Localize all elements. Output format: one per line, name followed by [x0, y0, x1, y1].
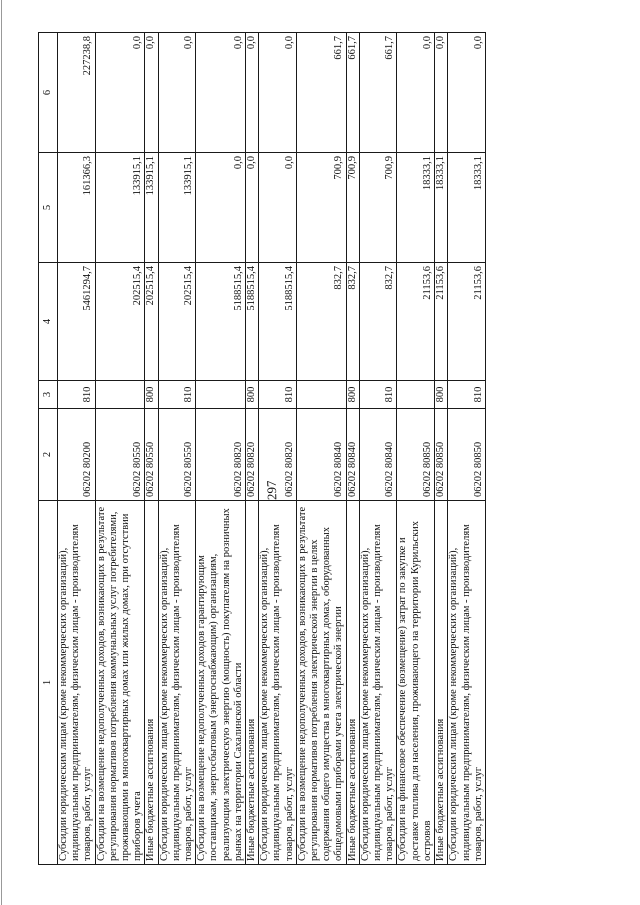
row-description: Субсидии юридическим лицам (кроме некоммерческих организаций), индивидуальным предпринимателям, физическим лицам - производителям товаров, работ, услуг	[259, 501, 297, 865]
row-value-col6: 0,0	[259, 33, 297, 153]
row-value-col5: 133915,1	[145, 153, 158, 263]
row-value-col4: 21153,6	[448, 263, 486, 381]
row-description: Субсидии на возмещение недополученных доходов, возникающих в результате регулирования нормативов потребления электрической энергии в целях содержания общего имущества в многоквартирных домах, оборудованных общедомовыми приборами учета электрической энергии	[296, 501, 346, 865]
table-row	[448, 33, 486, 865]
row-value-col6: 0,0	[158, 33, 196, 153]
row-expense-type: 800	[346, 381, 359, 409]
row-description: Субсидии юридическим лицам (кроме некоммерческих организаций), индивидуальным предпринимателям, физическим лицам - производителям товаров, работ, услуг	[448, 501, 486, 865]
row-code: 06202 80550	[145, 409, 158, 501]
scan-edge-line	[1, 0, 2, 905]
row-value-col5: 700,9	[359, 153, 397, 263]
row-code: 06202 80200	[58, 409, 96, 501]
row-value-col6: 227238,8	[58, 33, 96, 153]
table-row	[435, 33, 448, 865]
row-code: 06202 80820	[196, 409, 246, 501]
row-value-col4: 5188515,4	[196, 263, 246, 381]
row-value-col4: 832,7	[346, 263, 359, 381]
row-value-col6: 661,7	[359, 33, 397, 153]
row-expense-type: 800	[435, 381, 448, 409]
header-row	[39, 33, 58, 865]
row-value-col6: 661,7	[346, 33, 359, 153]
row-value-col4: 5461294,7	[58, 263, 96, 381]
column-header: 4	[39, 263, 58, 381]
row-value-col5: 18333,1	[448, 153, 486, 263]
column-header: 6	[39, 33, 58, 153]
row-code: 06202 80840	[359, 409, 397, 501]
row-expense-type: 810	[58, 381, 96, 409]
row-description: Иные бюджетные ассигнования	[346, 501, 359, 865]
row-code: 06202 80550	[95, 409, 145, 501]
row-code: 06202 80850	[448, 409, 486, 501]
row-code: 06202 80840	[346, 409, 359, 501]
row-value-col6: 0,0	[145, 33, 158, 153]
row-value-col6: 0,0	[95, 33, 145, 153]
row-description: Субсидии юридическим лицам (кроме некоммерческих организаций), индивидуальным предпринимателям, физическим лицам - производителям товаров, работ, услуг	[58, 501, 96, 865]
row-description: Субсидии на возмещение недополученных доходов гарантирующим поставщикам, энергосбытовым (энергоснабжающим) организациям, реализующим электрическую энергию (мощность) покупателям на розничных рынках на территории Сахалинской области	[196, 501, 246, 865]
row-description: Субсидии юридическим лицам (кроме некоммерческих организаций), индивидуальным предпринимателям, физическим лицам - производителям товаров, работ, услуг	[158, 501, 196, 865]
row-value-col6: 0,0	[397, 33, 435, 153]
table-row	[359, 33, 397, 865]
table-row	[397, 33, 435, 865]
row-value-col5: 700,9	[296, 153, 346, 263]
row-value-col6: 0,0	[448, 33, 486, 153]
row-description: Субсидии на финансовое обеспечение (возмещение) затрат по закупке и доставке топлива для населения, проживающего на территории Курильских островов	[397, 501, 435, 865]
row-value-col6: 0,0	[435, 33, 448, 153]
row-expense-type: 810	[158, 381, 196, 409]
row-value-col5: 133915,1	[95, 153, 145, 263]
row-value-col5: 18333,1	[397, 153, 435, 263]
row-expense-type	[397, 381, 435, 409]
table-row	[158, 33, 196, 865]
row-value-col4: 21153,6	[435, 263, 448, 381]
row-value-col6: 661,7	[296, 33, 346, 153]
row-code: 06202 80550	[158, 409, 196, 501]
column-header: 1	[39, 501, 58, 865]
table-row	[296, 33, 346, 865]
row-expense-type: 810	[448, 381, 486, 409]
row-value-col6: 0,0	[246, 33, 259, 153]
row-value-col5: 0,0	[196, 153, 246, 263]
row-value-col4: 832,7	[296, 263, 346, 381]
row-value-col4: 21153,6	[397, 263, 435, 381]
row-value-col5: 18333,1	[435, 153, 448, 263]
table-row	[95, 33, 145, 865]
row-code: 06202 80850	[397, 409, 435, 501]
table-row	[58, 33, 96, 865]
row-expense-type	[296, 381, 346, 409]
table-row	[145, 33, 158, 865]
row-description: Иные бюджетные ассигнования	[246, 501, 259, 865]
table-row	[259, 33, 297, 865]
row-value-col4: 202515,4	[158, 263, 196, 381]
row-code: 06202 80840	[296, 409, 346, 501]
row-expense-type: 800	[145, 381, 158, 409]
row-value-col5: 700,9	[346, 153, 359, 263]
row-value-col4: 832,7	[359, 263, 397, 381]
row-value-col4: 5188515,4	[259, 263, 297, 381]
page-number: 297	[263, 480, 280, 501]
table-row	[246, 33, 259, 865]
budget-table	[38, 32, 486, 865]
row-value-col5: 161366,3	[58, 153, 96, 263]
row-description: Субсидии юридическим лицам (кроме некоммерческих организаций), индивидуальным предпринимателям, физическим лицам - производителям товаров, работ, услуг	[359, 501, 397, 865]
row-value-col4: 202515,4	[95, 263, 145, 381]
row-description: Иные бюджетные ассигнования	[145, 501, 158, 865]
row-value-col5: 0,0	[246, 153, 259, 263]
row-expense-type: 810	[359, 381, 397, 409]
row-code: 06202 80820	[246, 409, 259, 501]
row-value-col6: 0,0	[196, 33, 246, 153]
row-description: Субсидии на возмещение недополученных доходов, возникающих в результате регулирования нормативов потребления коммунальных услуг потребителями, проживающими в многоквартирных домах или жилых домах, при отсутствии приборов учета	[95, 501, 145, 865]
table-row	[196, 33, 246, 865]
row-code: 06202 80850	[435, 409, 448, 501]
row-description: Иные бюджетные ассигнования	[435, 501, 448, 865]
column-header: 3	[39, 381, 58, 409]
row-code: 06202 80820	[259, 409, 297, 501]
row-expense-type	[196, 381, 246, 409]
row-expense-type: 800	[246, 381, 259, 409]
row-value-col4: 202515,4	[145, 263, 158, 381]
column-header: 5	[39, 153, 58, 263]
row-value-col5: 133915,1	[158, 153, 196, 263]
row-expense-type: 810	[259, 381, 297, 409]
row-value-col5: 0,0	[259, 153, 297, 263]
table-row	[346, 33, 359, 865]
row-value-col4: 5188515,4	[246, 263, 259, 381]
row-expense-type	[95, 381, 145, 409]
column-header: 2	[39, 409, 58, 501]
